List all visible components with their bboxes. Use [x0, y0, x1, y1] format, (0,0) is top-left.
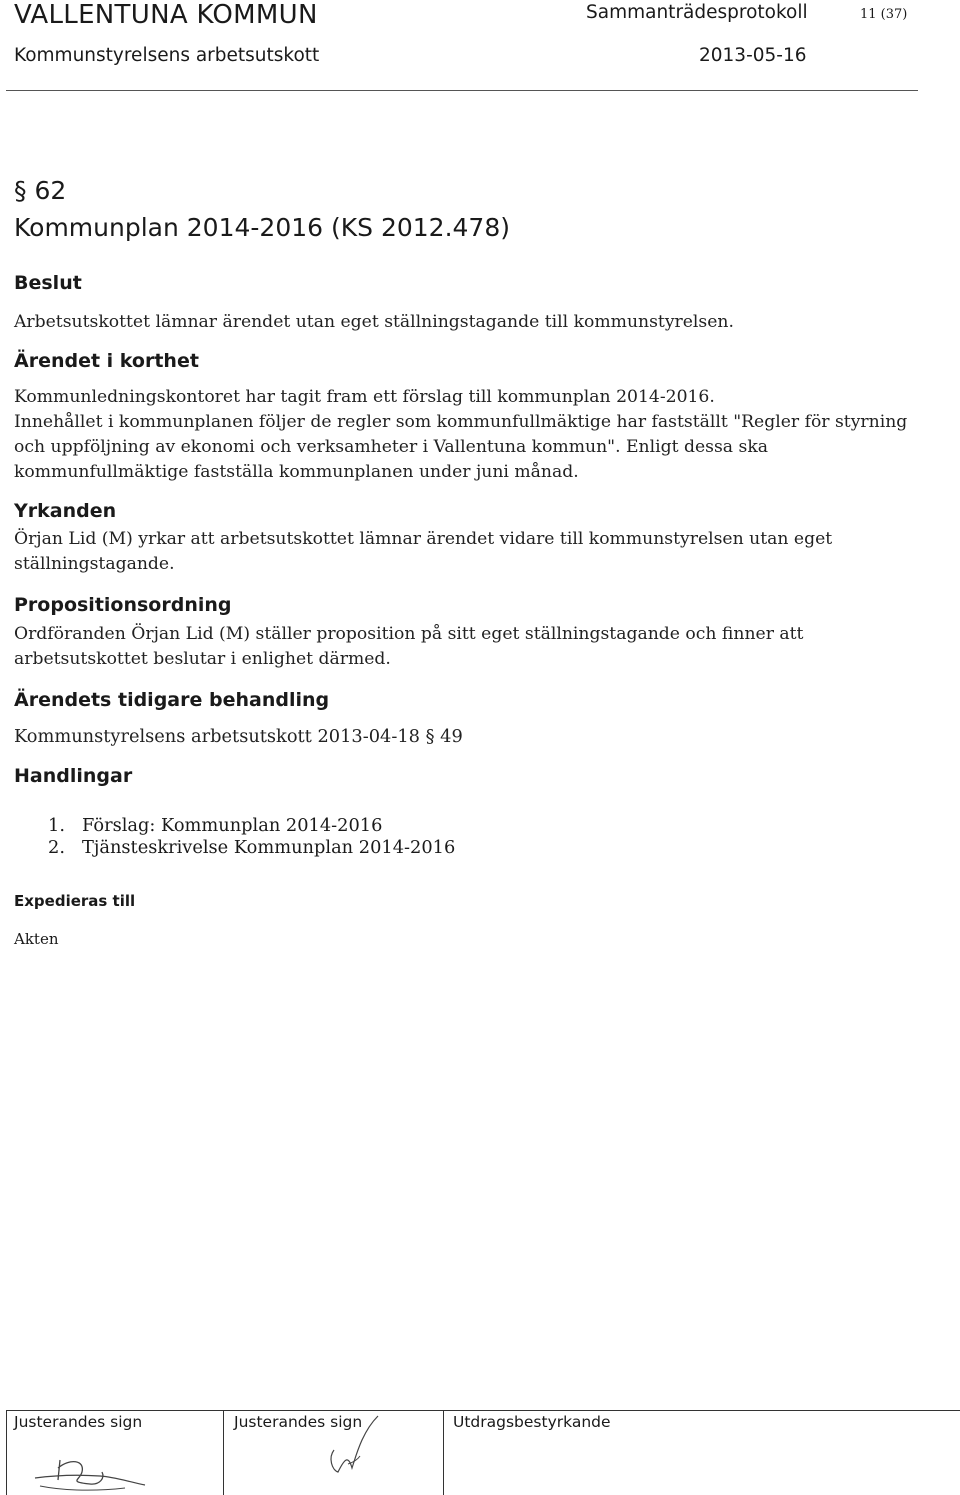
footer-box-border [223, 1410, 224, 1495]
propositionsordning-heading: Propositionsordning [14, 594, 232, 616]
footer-box-border [6, 1410, 7, 1495]
handlingar-heading: Handlingar [14, 765, 133, 787]
handlingar-list [48, 815, 455, 859]
meeting-date: 2013-05-16 [699, 45, 807, 66]
paragraph-title: Kommunplan 2014-2016 (KS 2012.478) [14, 213, 510, 242]
page-number: 11 (37) [860, 7, 908, 22]
list-item-text: Tjänsteskrivelse Kommunplan 2014-2016 [82, 837, 456, 858]
footer-box-border [443, 1410, 444, 1495]
footer-divider [6, 1410, 960, 1411]
expedieras-text: Akten [14, 930, 59, 948]
korthet-heading: Ärendet i korthet [14, 350, 199, 372]
expedieras-heading: Expedieras till [14, 892, 136, 910]
sign-label-3: Utdragsbestyrkande [453, 1413, 611, 1431]
yrkanden-text: Örjan Lid (M) yrkar att arbetsutskottet lämnar ärendet vidare till kommunstyrelsen utan eget ställningstagande. [14, 529, 833, 574]
paragraph-number: § 62 [14, 176, 67, 205]
committee-name: Kommunstyrelsens arbetsutskott [14, 45, 320, 66]
document-type: Sammanträdesprotokoll [586, 2, 808, 23]
list-item-number: 1. [48, 815, 65, 836]
korthet-text-2: Innehållet i kommunplanen följer de regler som kommunfullmäktige har fastställt "Regler för styrning och uppföljning av ekonomi och verksamheter i Vallentuna kommun". Enligt dessa ska kommunfullmäktige fastställa kommunplanen under juni månad. [14, 412, 908, 482]
header-divider [6, 90, 918, 91]
beslut-heading: Beslut [14, 272, 82, 294]
yrkanden-heading: Yrkanden [14, 500, 117, 522]
tidigare-behandling-heading: Ärendets tidigare behandling [14, 689, 330, 711]
sign-label-2: Justerandes sign [234, 1413, 363, 1431]
beslut-text: Arbetsutskottet lämnar ärendet utan eget ställningstagande till kommunstyrelsen. [14, 312, 734, 332]
list-item [48, 837, 455, 859]
korthet-text-1: Kommunledningskontoret har tagit fram ett förslag till kommunplan 2014-2016. [14, 387, 715, 407]
list-item [48, 815, 455, 837]
propositionsordning-text: Ordföranden Örjan Lid (M) ställer proposition på sitt eget ställningstagande och finner att arbetsutskottet beslutar i enlighet därmed. [14, 624, 804, 669]
handwritten-signature-1 [30, 1450, 150, 1495]
handwritten-signature-2 [300, 1412, 380, 1482]
organization-name: VALLENTUNA KOMMUN [14, 0, 318, 30]
list-item-text: Förslag: Kommunplan 2014-2016 [82, 815, 383, 836]
sign-label-1: Justerandes sign [14, 1413, 143, 1431]
list-item-number: 2. [48, 837, 65, 858]
tidigare-behandling-text: Kommunstyrelsens arbetsutskott 2013-04-18 § 49 [14, 726, 463, 747]
